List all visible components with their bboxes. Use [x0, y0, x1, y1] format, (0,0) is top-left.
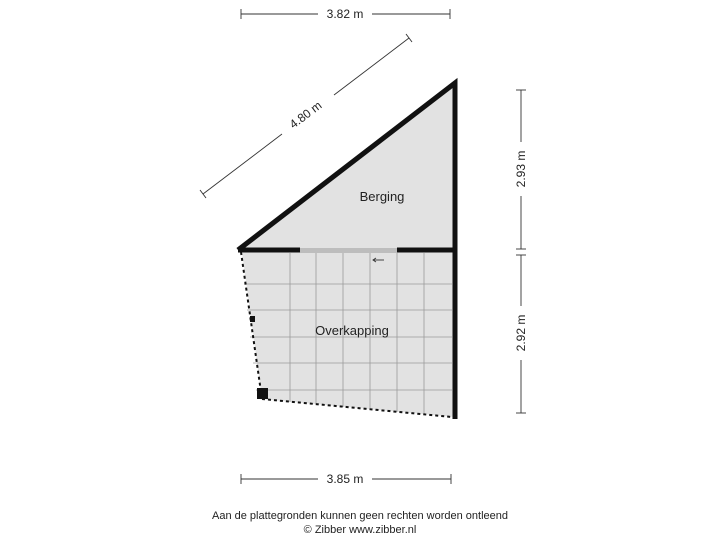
dimension-label-bottom: 3.85 m: [326, 472, 364, 486]
dimension-label-top: 3.82 m: [326, 7, 364, 21]
footer-disclaimer: Aan de plattegronden kunnen geen rechten worden ontleend: [211, 510, 508, 522]
sliding-door: [300, 248, 397, 253]
dimension-label-right-upper: 2.93 m: [514, 150, 528, 188]
post-corner: [257, 388, 268, 399]
dimension-label-diagonal: 4.80 m: [286, 98, 325, 132]
post-small: [250, 316, 255, 322]
room-label-overkapping: Overkapping: [315, 323, 389, 338]
footer-copyright: © Zibber www.zibber.nl: [303, 524, 417, 536]
dimension-label-right-lower: 2.92 m: [514, 314, 528, 352]
room-label-berging: Berging: [359, 189, 405, 204]
